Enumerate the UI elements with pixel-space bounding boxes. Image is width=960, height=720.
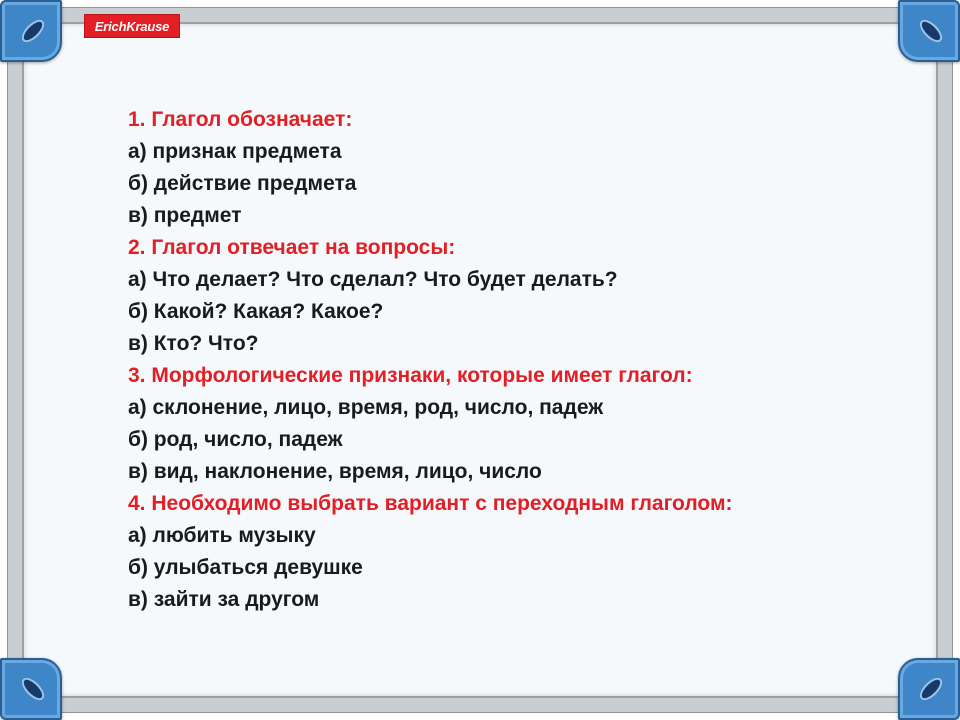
question-4-option-c: в) зайти за другом	[128, 588, 320, 611]
question-1-option-a: а) признак предмета	[128, 140, 342, 163]
question-2-option-b: б) Какой? Какая? Какое?	[128, 300, 384, 323]
question-3: 3. Морфологические признаки, которые имеет глагол:	[128, 364, 693, 387]
corner-slot-icon	[919, 19, 943, 43]
question-3-option-c: в) вид, наклонение, время, лицо, число	[128, 460, 542, 483]
corner-slot-icon	[919, 677, 943, 701]
question-1: 1. Глагол обозначает:	[128, 108, 353, 131]
brand-logo: ErichKrause	[84, 14, 180, 38]
corner-slot-icon	[21, 19, 45, 43]
question-3-option-b: б) род, число, падеж	[128, 428, 343, 451]
frame-corner-bottom-left	[0, 658, 62, 720]
frame-corner-bottom-right	[898, 658, 960, 720]
question-2: 2. Глагол отвечает на вопросы:	[128, 236, 456, 259]
corner-slot-icon	[21, 677, 45, 701]
question-2-option-c: в) Кто? Что?	[128, 332, 259, 355]
frame-corner-top-left	[0, 0, 62, 62]
frame-corner-top-right	[898, 0, 960, 62]
question-4-option-b: б) улыбаться девушке	[128, 556, 363, 579]
question-4: 4. Необходимо выбрать вариант с переходным глаголом:	[128, 492, 733, 515]
quiz-content	[128, 104, 888, 616]
question-3-option-a: а) склонение, лицо, время, род, число, падеж	[128, 396, 604, 419]
question-4-option-a: а) любить музыку	[128, 524, 316, 547]
question-1-option-c: в) предмет	[128, 204, 242, 227]
question-1-option-b: б) действие предмета	[128, 172, 357, 195]
question-2-option-a: а) Что делает? Что сделал? Что будет делать?	[128, 268, 618, 291]
